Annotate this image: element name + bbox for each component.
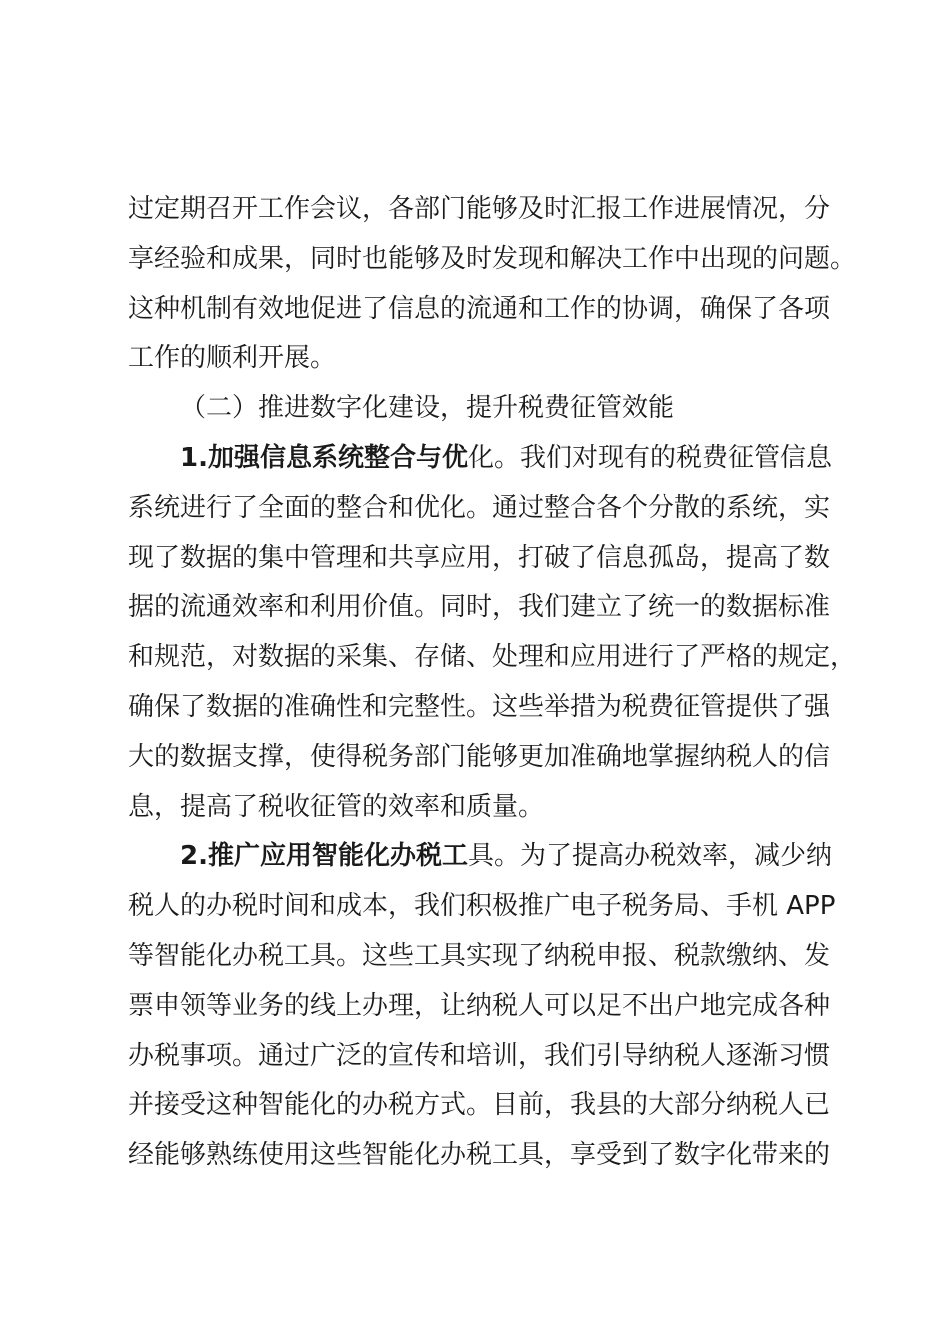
- subsection-text: 具。为了提高办税效率，减少纳: [467, 841, 832, 872]
- paragraph-line: 现了数据的集中管理和共享应用，打破了信息孤岛，提高了数: [128, 542, 831, 573]
- body-text: [128, 185, 868, 1181]
- paragraph-line: 系统进行了全面的整合和优化。通过整合各个分散的系统，实: [128, 492, 831, 523]
- paragraph-line: 大的数据支撑，使得税务部门能够更加准确地掌握纳税人的信: [128, 741, 831, 772]
- paragraph-line: 确保了数据的准确性和完整性。这些举措为税费征管提供了强: [128, 691, 831, 722]
- subsection-line: [128, 832, 868, 882]
- paragraph-line: 办税事项。通过广泛的宣传和培训，我们引导纳税人逐渐习惯: [128, 1040, 831, 1071]
- subsection-line: [128, 434, 868, 484]
- paragraph-line: 过定期召开工作会议，各部门能够及时汇报工作进展情况，分: [128, 194, 831, 224]
- paragraph-line: 工作的顺利开展。: [128, 343, 337, 374]
- subsection-title: 1.加强信息系统整合与优: [180, 442, 468, 473]
- paragraph-line: 享经验和成果，同时也能够及时发现和解决工作中出现的问题。: [128, 243, 857, 274]
- paragraph-line: 并接受这种智能化的办税方式。目前，我县的大部分纳税人已: [128, 1090, 831, 1121]
- paragraph-line: 经能够熟练使用这些智能化办税工具，享受到了数字化带来的: [128, 1140, 831, 1171]
- paragraph-line: 和规范，对数据的采集、存储、处理和应用进行了严格的规定，: [128, 642, 857, 673]
- section-heading: （二）推进数字化建设，提升税费征管效能: [180, 393, 675, 424]
- paragraph-line: 据的流通效率和利用价值。同时，我们建立了统一的数据标准: [128, 592, 831, 623]
- paragraph-line: 等智能化办税工具。这些工具实现了纳税申报、税款缴纳、发: [128, 940, 831, 971]
- subsection-title: 2.推广应用智能化办税工: [180, 841, 468, 872]
- subsection-text: 化。我们对现有的税费征管信息: [467, 442, 832, 473]
- paragraph-line: 这种机制有效地促进了信息的流通和工作的协调，确保了各项: [128, 293, 831, 324]
- paragraph-line: 息，提高了税收征管的效率和质量。: [128, 791, 545, 822]
- paragraph-line: 税人的办税时间和成本，我们积极推广电子税务局、手机 APP: [128, 891, 836, 922]
- paragraph-line: 票申领等业务的线上办理，让纳税人可以足不出户地完成各种: [128, 990, 831, 1021]
